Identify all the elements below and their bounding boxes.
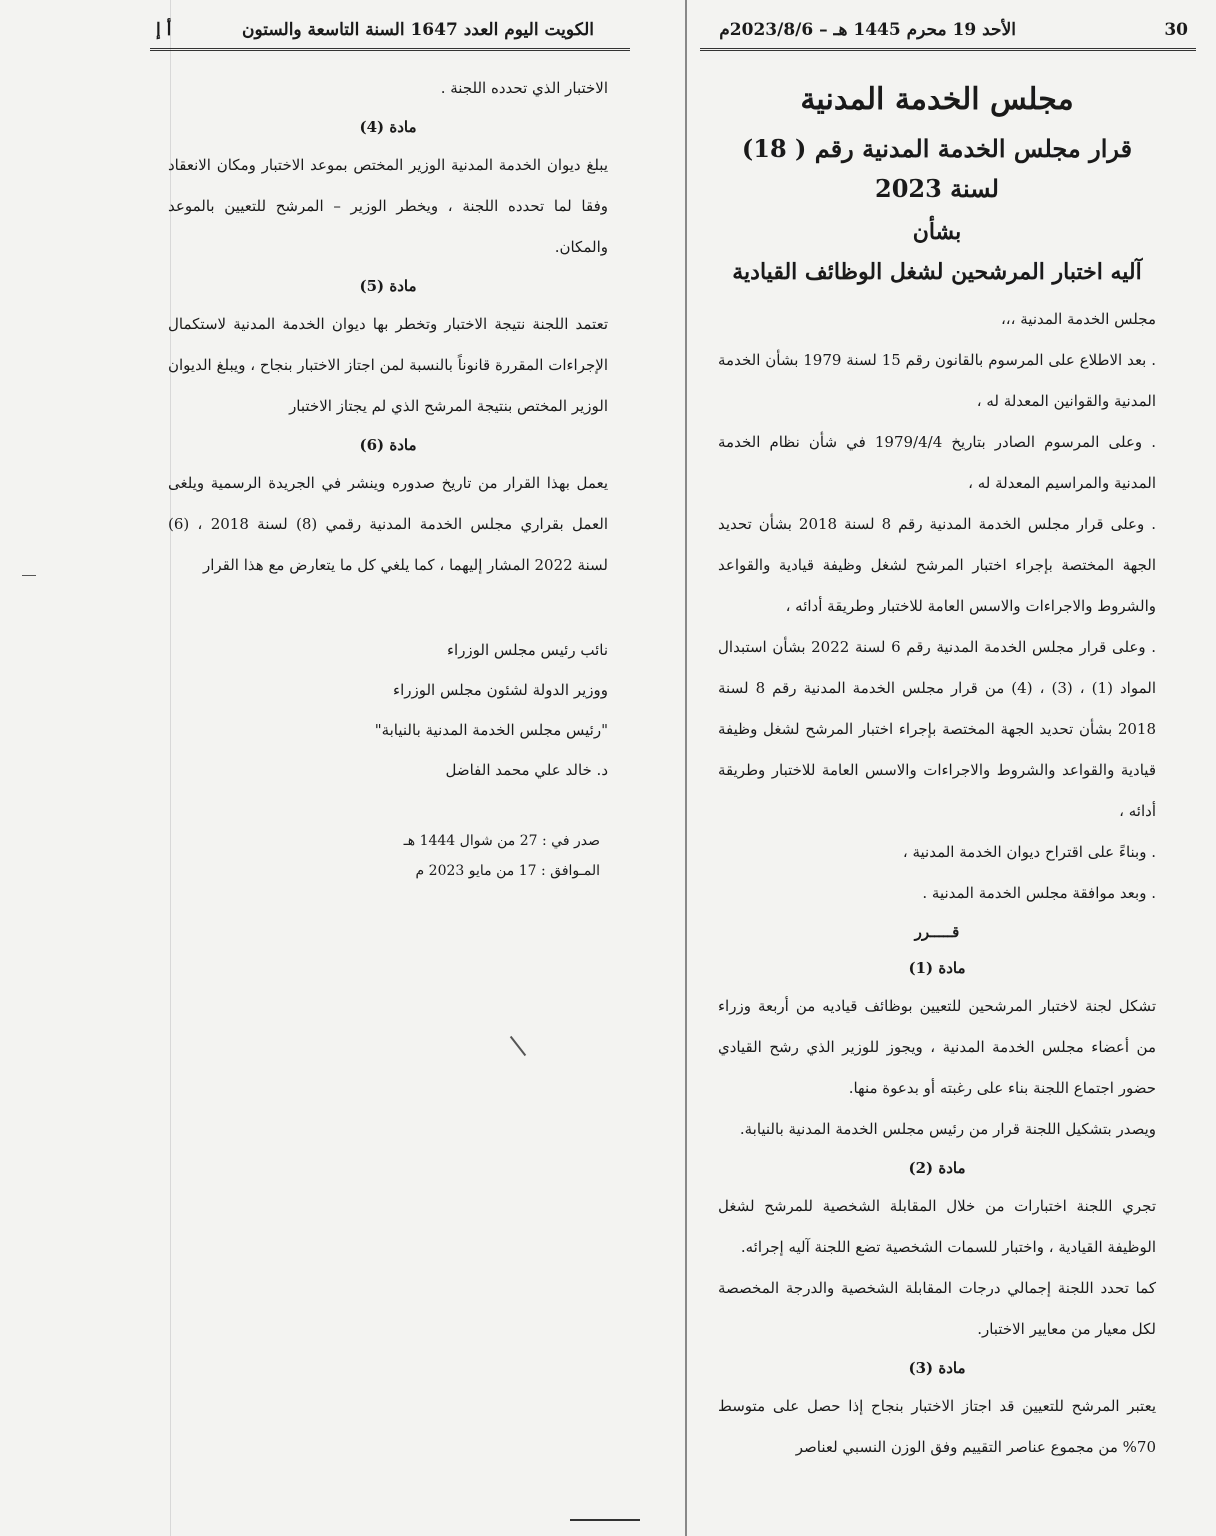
preamble-4: . وعلى قرار مجلس الخدمة المدنية رقم 6 لسنة 2022 بشأن استبدال المواد (1) ، (3) ، (4) من قرار مجلس الخدمة المدنية رقم 8 لسنة 2018 بشأن تحديد الجهة المختصة بإجراء اختبار المرشح لشغل وظيفة قيادية والقواعد والشروط والاجراءات والاسس العامة للاختبار وطريقة أدائه ، (718, 638, 1157, 820)
article-3-text: يعتبر المرشح للتعيين قد اجتاز الاختبار بنجاح إذا حصل على متوسط 70% من مجموع عناصر التقييم وفق الوزن النسبي لعناصر (718, 1397, 1156, 1456)
preamble-5: . وبناءً على اقتراح ديوان الخدمة المدنية ، (902, 843, 1156, 861)
continued-text: الاختبار الذي تحدده اللجنة . (440, 79, 608, 97)
article-2-text-b: كما تحدد اللجنة إجمالي درجات المقابلة الشخصية والدرجة المخصصة لكل معيار من معايير الاختبار. (718, 1279, 1156, 1338)
signatory-name: د. خالد علي محمد الفاضل (445, 761, 608, 779)
signatory-title-1: نائب رئيس مجلس الوزراء (446, 641, 608, 659)
margin-mark (22, 575, 36, 576)
article-2-text: تجري اللجنة اختبارات من خلال المقابلة الشخصية للمرشح لشغل الوظيفة القيادية ، واختبار للسمات الشخصية تضع اللجنة آليه إجرائه. (718, 1197, 1156, 1256)
article-6-text: يعمل بهذا القرار من تاريخ صدوره وينشر في الجريدة الرسمية ويلغى العمل بقراري مجلس الخدمة المدنية رقمي (8) لسنة 2018 ، (6) لسنة 2022 المشار إليهما ، كما يلغي كل ما يتعارض مع هذا القرار (168, 474, 608, 574)
header-mark: أ إ (156, 20, 172, 40)
signatory-title-3: "رئيس مجلس الخدمة المدنية بالنيابة" (374, 721, 608, 739)
bottom-rule (570, 1519, 640, 1521)
regarding-label: بشأن (912, 219, 962, 245)
page-number: 30 (1164, 20, 1188, 40)
article-5-text: تعتمد اللجنة نتيجة الاختبار وتخطر بها ديوان الخدمة المدنية لاستكمال الإجراءات المقررة قانوناً بالنسبة لمن اجتاز الاختبار بنجاح ، ويبلغ الديوان الوزير المختص بنتيجة المرشح الذي لم يجتاز الاختبار (168, 315, 608, 415)
gazette-title: الكويت اليوم العدد 1647 السنة التاسعة والستون (241, 20, 594, 40)
article-6-title: مادة (6) (359, 436, 417, 454)
issued-date-gregorian: المـوافق : 17 من مايو 2023 م (415, 863, 600, 879)
decided-heading: قـــــرر (914, 923, 960, 941)
preamble-6: . وبعد موافقة مجلس الخدمة المدنية . (922, 884, 1156, 902)
preamble-3: . وعلى قرار مجلس الخدمة المدنية رقم 8 لسنة 2018 بشأن تحديد الجهة المختصة بإجراء اختبار المرشح لشغل وظيفة قيادية والقواعد والشروط والاجراءات والاسس العامة للاختبار وطريقة أدائه ، (718, 515, 1157, 615)
intro-line: مجلس الخدمة المدنية ،،، (1000, 310, 1156, 328)
decision-title: قرار مجلس الخدمة المدنية رقم ( 18) لسنة 2023 (741, 134, 1133, 203)
article-1-text-b: ويصدر بتشكيل اللجنة قرار من رئيس مجلس الخدمة المدنية بالنيابة. (739, 1120, 1156, 1138)
article-1-title: مادة (1) (908, 959, 966, 977)
right-column (718, 60, 1156, 1468)
decision-subject: آليه اختبار المرشحين لشغل الوظائف القيادية (732, 259, 1142, 285)
preamble-2: . وعلى المرسوم الصادر بتاريخ 1979/4/4 في شأن نظام الخدمة المدنية والمراسيم المعدلة له ، (718, 433, 1156, 492)
pen-stroke-mark (510, 1036, 526, 1056)
left-column (168, 68, 608, 886)
article-2-title: مادة (2) (908, 1159, 966, 1177)
article-4-text: يبلغ ديوان الخدمة المدنية الوزير المختص بموعد الاختبار ومكان الانعقاد وفقا لما تحدده اللجنة ، ويخطر الوزير – المرشح للتعيين بالموعد والمكان. (168, 156, 608, 256)
article-4-title: مادة (4) (359, 118, 417, 136)
article-1-text: تشكل لجنة لاختبار المرشحين للتعيين بوظائف قياديه من أربعة وزراء من أعضاء مجلس الخدمة المدنية ، ويجوز للوزير الذي رشح القيادي حضور اجتماع اللجنة بناء على رغبته أو بدعوة منها. (718, 997, 1156, 1097)
council-title: مجلس الخدمة المدنية (800, 82, 1074, 117)
preamble-1: . بعد الاطلاع على المرسوم بالقانون رقم 15 لسنة 1979 بشأن الخدمة المدنية والقوانين المعدلة له ، (718, 351, 1156, 410)
article-3-title: مادة (3) (908, 1359, 966, 1377)
signatory-title-2: ووزير الدولة لشئون مجلس الوزراء (393, 681, 608, 699)
issued-date-hijri: صدر في : 27 من شوال 1444 هـ (403, 833, 600, 849)
column-divider (685, 0, 687, 1536)
header-date: الأحد 19 محرم 1445 هـ – 2023/8/6م (719, 20, 1016, 40)
header-left (150, 14, 630, 51)
header-right (700, 14, 1196, 51)
article-5-title: مادة (5) (359, 277, 417, 295)
